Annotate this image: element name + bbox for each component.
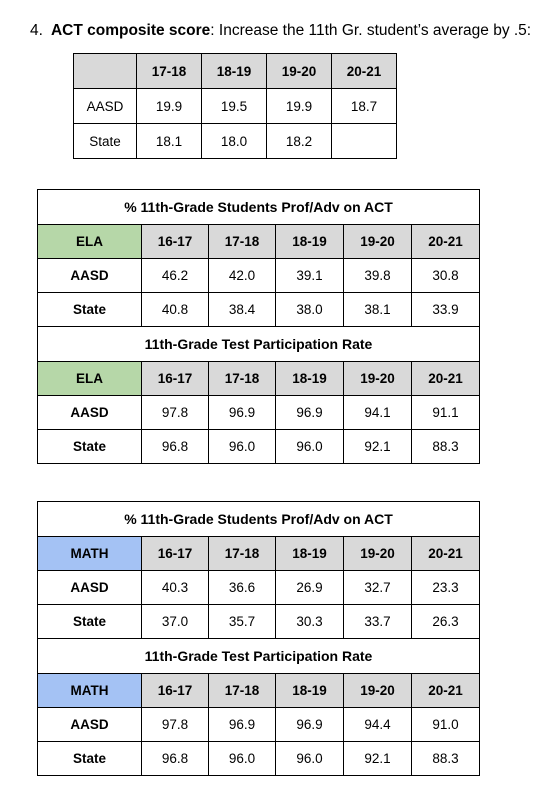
table-cell: 36.6 bbox=[209, 571, 276, 605]
table-row bbox=[38, 259, 480, 293]
column-header: 18-19 bbox=[276, 537, 344, 571]
table-cell: 92.1 bbox=[344, 742, 412, 776]
table-cell: 30.8 bbox=[412, 259, 480, 293]
subject-label: MATH bbox=[38, 537, 142, 571]
row-label: AASD bbox=[38, 396, 142, 430]
table-cell: 46.2 bbox=[142, 259, 209, 293]
table-header-row bbox=[74, 54, 397, 89]
table-header-row bbox=[38, 537, 480, 571]
table-cell: 33.9 bbox=[412, 293, 480, 327]
table-cell: 42.0 bbox=[209, 259, 276, 293]
row-label: AASD bbox=[38, 708, 142, 742]
table-cell: 94.1 bbox=[344, 396, 412, 430]
table-cell: 32.7 bbox=[344, 571, 412, 605]
table-cell: 26.3 bbox=[412, 605, 480, 639]
row-label: AASD bbox=[38, 571, 142, 605]
column-header: 16-17 bbox=[142, 362, 209, 396]
table-cell: 97.8 bbox=[142, 708, 209, 742]
table-row bbox=[38, 708, 480, 742]
table-title-row bbox=[38, 190, 480, 225]
table-row bbox=[38, 396, 480, 430]
subject-label: ELA bbox=[38, 225, 142, 259]
table-cell: 38.0 bbox=[276, 293, 344, 327]
table-cell: 39.8 bbox=[344, 259, 412, 293]
subject-label: MATH bbox=[38, 674, 142, 708]
table-row bbox=[74, 89, 397, 124]
table-cell: 88.3 bbox=[412, 742, 480, 776]
table-header-row bbox=[38, 225, 480, 259]
column-header: 17-18 bbox=[209, 362, 276, 396]
table-cell: 92.1 bbox=[344, 430, 412, 464]
column-header: 16-17 bbox=[142, 674, 209, 708]
column-header: 17-18 bbox=[209, 674, 276, 708]
column-header: 20-21 bbox=[412, 225, 480, 259]
prof-title: % 11th-Grade Students Prof/Adv on ACT bbox=[38, 502, 480, 537]
column-header: 17-18 bbox=[137, 54, 202, 89]
table-row bbox=[38, 430, 480, 464]
table-title-row bbox=[38, 327, 480, 362]
table-row bbox=[38, 571, 480, 605]
participation-title: 11th-Grade Test Participation Rate bbox=[38, 327, 480, 362]
math-table bbox=[37, 501, 480, 776]
table-row bbox=[38, 293, 480, 327]
table-cell: 39.1 bbox=[276, 259, 344, 293]
column-header: 17-18 bbox=[209, 225, 276, 259]
row-label: State bbox=[74, 124, 137, 159]
table-header-row bbox=[38, 674, 480, 708]
column-header: 17-18 bbox=[209, 537, 276, 571]
table-cell: 18.7 bbox=[332, 89, 397, 124]
column-header: 19-20 bbox=[344, 537, 412, 571]
column-header: 20-21 bbox=[332, 54, 397, 89]
table-cell: 19.9 bbox=[267, 89, 332, 124]
table-cell: 96.0 bbox=[276, 742, 344, 776]
column-header: 16-17 bbox=[142, 225, 209, 259]
column-header: 20-21 bbox=[412, 537, 480, 571]
table-cell: 26.9 bbox=[276, 571, 344, 605]
table-cell: 94.4 bbox=[344, 708, 412, 742]
table-header-row bbox=[38, 362, 480, 396]
column-header: 19-20 bbox=[344, 362, 412, 396]
table-cell: 35.7 bbox=[209, 605, 276, 639]
row-label: State bbox=[38, 742, 142, 776]
table-cell: 96.9 bbox=[276, 708, 344, 742]
column-header: 20-21 bbox=[412, 674, 480, 708]
participation-title: 11th-Grade Test Participation Rate bbox=[38, 639, 480, 674]
heading-rest: : Increase the 11th Gr. student’s average by .5: bbox=[210, 22, 532, 39]
table-title-row bbox=[38, 639, 480, 674]
table-row bbox=[38, 605, 480, 639]
table-cell: 96.9 bbox=[209, 396, 276, 430]
table-cell bbox=[332, 124, 397, 159]
table-cell: 96.9 bbox=[276, 396, 344, 430]
column-header: 19-20 bbox=[344, 674, 412, 708]
table-cell: 96.0 bbox=[209, 430, 276, 464]
column-header: 20-21 bbox=[412, 362, 480, 396]
row-label: State bbox=[38, 430, 142, 464]
table-row bbox=[38, 742, 480, 776]
table-cell: 23.3 bbox=[412, 571, 480, 605]
table-cell: 30.3 bbox=[276, 605, 344, 639]
corner-cell bbox=[74, 54, 137, 89]
column-header: 18-19 bbox=[276, 225, 344, 259]
table-cell: 40.3 bbox=[142, 571, 209, 605]
table-cell: 19.9 bbox=[137, 89, 202, 124]
table-cell: 96.0 bbox=[276, 430, 344, 464]
table-cell: 38.4 bbox=[209, 293, 276, 327]
table-cell: 91.0 bbox=[412, 708, 480, 742]
row-label: State bbox=[38, 293, 142, 327]
table-cell: 91.1 bbox=[412, 396, 480, 430]
column-header: 19-20 bbox=[267, 54, 332, 89]
column-header: 18-19 bbox=[276, 362, 344, 396]
table-cell: 96.9 bbox=[209, 708, 276, 742]
table-cell: 38.1 bbox=[344, 293, 412, 327]
table-cell: 96.8 bbox=[142, 742, 209, 776]
column-header: 18-19 bbox=[276, 674, 344, 708]
table-cell: 96.8 bbox=[142, 430, 209, 464]
composite-score-table bbox=[73, 53, 397, 159]
table-cell: 40.8 bbox=[142, 293, 209, 327]
table-cell: 19.5 bbox=[202, 89, 267, 124]
column-header: 18-19 bbox=[202, 54, 267, 89]
column-header: 16-17 bbox=[142, 537, 209, 571]
column-header: 19-20 bbox=[344, 225, 412, 259]
row-label: AASD bbox=[74, 89, 137, 124]
section-heading bbox=[30, 22, 531, 40]
table-row bbox=[74, 124, 397, 159]
prof-title: % 11th-Grade Students Prof/Adv on ACT bbox=[38, 190, 480, 225]
table-cell: 37.0 bbox=[142, 605, 209, 639]
table-cell: 97.8 bbox=[142, 396, 209, 430]
table-cell: 88.3 bbox=[412, 430, 480, 464]
table-cell: 18.2 bbox=[267, 124, 332, 159]
heading-number: 4. bbox=[30, 22, 43, 39]
row-label: AASD bbox=[38, 259, 142, 293]
table-cell: 33.7 bbox=[344, 605, 412, 639]
table-cell: 18.0 bbox=[202, 124, 267, 159]
ela-table bbox=[37, 189, 480, 464]
heading-bold: ACT composite score bbox=[50, 22, 211, 39]
table-cell: 96.0 bbox=[209, 742, 276, 776]
table-title-row bbox=[38, 502, 480, 537]
subject-label: ELA bbox=[38, 362, 142, 396]
table-cell: 18.1 bbox=[137, 124, 202, 159]
row-label: State bbox=[38, 605, 142, 639]
